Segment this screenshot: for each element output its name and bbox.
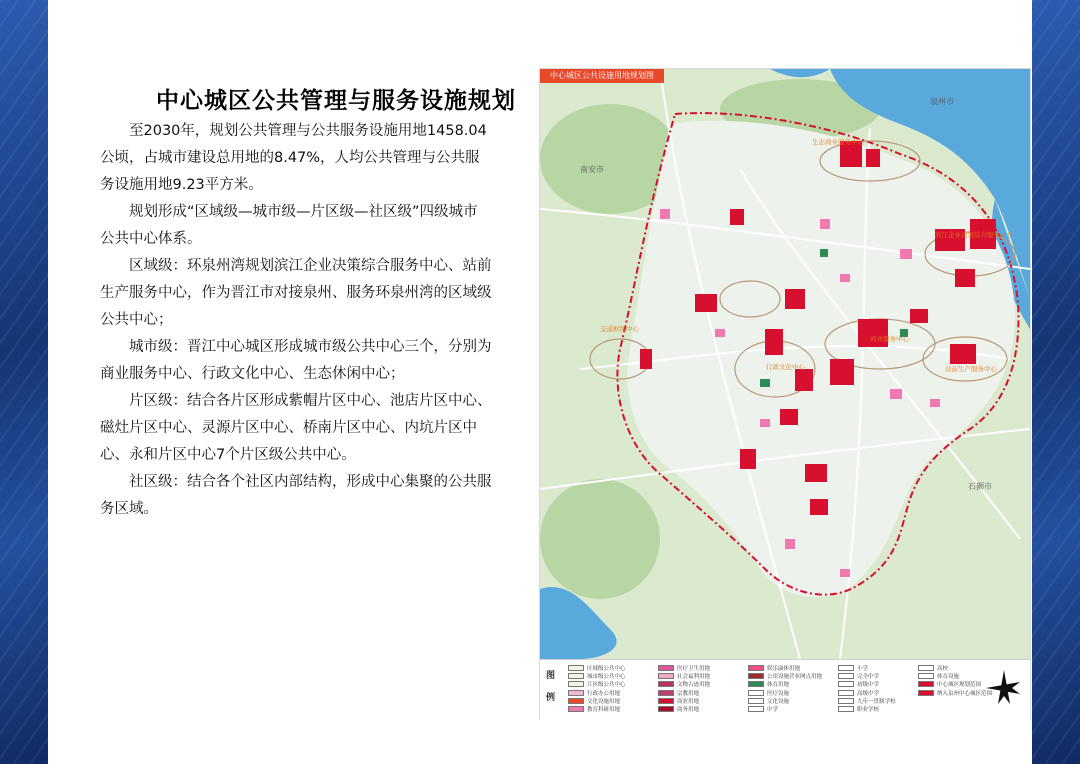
legend-swatch bbox=[748, 665, 764, 671]
legend-label: 医疗卫生用地 bbox=[677, 666, 711, 672]
legend-swatch bbox=[658, 673, 674, 679]
legend-item bbox=[748, 680, 789, 688]
legend-item bbox=[748, 705, 778, 713]
legend-item bbox=[838, 697, 896, 705]
paragraph: 片区级：结合各片区形成紫帽片区中心、池店片区中心、磁灶片区中心、灵源片区中心、桥南片区中心、内坑片区中心、永和片区中心7个片区级公共中心。 bbox=[100, 393, 492, 463]
paragraph: 规划形成“区域级—城市级—片区级—社区级”四级城市公共中心体系。 bbox=[100, 204, 478, 247]
legend-swatch bbox=[748, 706, 764, 712]
legend-swatch bbox=[658, 690, 674, 696]
legend-label: 高校 bbox=[937, 666, 949, 672]
legend-item bbox=[658, 672, 710, 680]
legend-swatch bbox=[748, 673, 764, 679]
legend-item bbox=[918, 680, 981, 688]
legend-label: 职业学校 bbox=[857, 707, 880, 713]
legend-label: 文化设施 bbox=[767, 698, 790, 705]
page-border-right bbox=[1032, 0, 1080, 764]
legend-label: 教育科研用地 bbox=[587, 707, 621, 713]
legend-title: 例 bbox=[546, 693, 556, 703]
legend-label: 医疗设施 bbox=[767, 690, 790, 697]
legend-swatch bbox=[748, 698, 764, 704]
legend-swatch bbox=[748, 690, 764, 696]
legend-item bbox=[918, 672, 959, 680]
legend-swatch bbox=[568, 706, 584, 712]
legend-label: 初级中学 bbox=[857, 682, 880, 689]
legend-label: 社会福利用地 bbox=[677, 674, 711, 681]
legend-swatch bbox=[918, 673, 934, 679]
legend-label: 体育设施 bbox=[937, 674, 960, 681]
paragraph: 区域级：环泉州湾规划滨江企业决策综合服务中心、站前生产服务中心，作为晋江市对接泉州、服务环泉州湾的区域级公共中心； bbox=[100, 258, 492, 328]
north-arrow-icon bbox=[984, 668, 1024, 708]
legend-label: 商业用地 bbox=[677, 698, 700, 705]
legend-swatch bbox=[838, 673, 854, 679]
legend-swatch bbox=[568, 673, 584, 679]
legend-swatch bbox=[568, 681, 584, 687]
legend-label: 城市级公共中心 bbox=[587, 674, 626, 681]
legend-label: 高级中学 bbox=[857, 690, 880, 697]
legend-label: 商务用地 bbox=[677, 707, 700, 713]
legend-item bbox=[568, 672, 626, 680]
map-legend bbox=[540, 659, 1030, 720]
legend-label: 体育用地 bbox=[767, 682, 790, 689]
center-label-business: 商业服务中心 bbox=[870, 335, 909, 343]
page-border-left bbox=[0, 0, 48, 764]
body-text bbox=[100, 118, 492, 523]
legend-label: 中学 bbox=[767, 707, 779, 713]
paragraph: 社区级：结合各个社区内部结构，形成中心集聚的公共服务区域。 bbox=[100, 474, 492, 517]
legend-item bbox=[748, 664, 800, 672]
map-hill bbox=[540, 479, 660, 599]
legend-label: 中心城区规划范围 bbox=[937, 682, 982, 689]
legend-item bbox=[748, 697, 789, 705]
legend-swatch bbox=[838, 665, 854, 671]
paragraph: 城市级：晋江中心城区形成城市级公共中心三个，分别为商业服务中心、行政文化中心、生态休闲中心； bbox=[100, 339, 492, 382]
legend-label: 文物古迹用地 bbox=[677, 682, 711, 689]
legend-item bbox=[748, 689, 789, 697]
legend-label: 娱乐康体用地 bbox=[767, 666, 801, 672]
legend-item bbox=[568, 697, 620, 705]
legend-item bbox=[658, 705, 699, 713]
center-label-ecology: 生态商业服务中心 bbox=[812, 138, 864, 146]
legend-swatch bbox=[838, 698, 854, 704]
center-label-station: 站前生产服务中心 bbox=[945, 365, 997, 373]
legend-label: 片区级公共中心 bbox=[587, 682, 626, 689]
legend-swatch bbox=[918, 681, 934, 687]
map-header: 中心城区公共设施用地规划图 bbox=[540, 69, 664, 83]
place-label-shishi: 石狮市 bbox=[968, 482, 992, 491]
legend-swatch bbox=[918, 690, 934, 696]
legend-item bbox=[838, 705, 879, 713]
page-title: 中心城区公共管理与服务设施规划 bbox=[156, 88, 516, 114]
legend-swatch bbox=[658, 665, 674, 671]
legend-item bbox=[748, 672, 822, 680]
legend-label: 区域级公共中心 bbox=[587, 666, 626, 672]
legend-item bbox=[838, 680, 879, 688]
center-label-transport: 交通枢纽中心 bbox=[600, 325, 639, 333]
map-canvas bbox=[540, 69, 1030, 659]
legend-item bbox=[918, 664, 948, 672]
legend-swatch bbox=[658, 681, 674, 687]
legend-label: 九年一贯制学校 bbox=[857, 698, 896, 705]
legend-item bbox=[568, 689, 620, 697]
legend-label: 文化设施用地 bbox=[587, 698, 621, 705]
legend-item bbox=[568, 705, 620, 713]
planning-map bbox=[539, 68, 1031, 720]
legend-item bbox=[838, 664, 868, 672]
legend-label: 完全中学 bbox=[857, 674, 880, 681]
legend-item bbox=[658, 680, 710, 688]
legend-swatch bbox=[568, 690, 584, 696]
legend-label: 公用设施营业网点用地 bbox=[767, 674, 823, 681]
legend-swatch bbox=[838, 706, 854, 712]
legend-swatch bbox=[838, 690, 854, 696]
legend-swatch bbox=[568, 665, 584, 671]
legend-item bbox=[838, 672, 879, 680]
legend-item bbox=[838, 689, 879, 697]
legend-label: 宗教用地 bbox=[677, 690, 700, 697]
legend-item bbox=[658, 697, 699, 705]
legend-swatch bbox=[838, 681, 854, 687]
legend-label: 行政办公用地 bbox=[587, 690, 621, 697]
legend-swatch bbox=[658, 706, 674, 712]
legend-swatch bbox=[918, 665, 934, 671]
legend-label: 纳入泉州中心城区范围 bbox=[937, 690, 993, 697]
legend-item bbox=[658, 664, 710, 672]
legend-item bbox=[568, 680, 626, 688]
place-label-quanzhou: 泉州市 bbox=[930, 97, 954, 106]
legend-item bbox=[918, 689, 992, 697]
document-sheet bbox=[48, 0, 1032, 764]
paragraph: 至2030年，规划公共管理与公共服务设施用地1458.04公顷，占城市建设总用地的8.47%，人均公共管理与公共服务设施用地9.23平方米。 bbox=[100, 123, 487, 193]
center-label-admin: 行政文化中心 bbox=[766, 363, 805, 371]
legend-item bbox=[568, 664, 626, 672]
center-label-binjiang: 滨江企业决策综合服务中心 bbox=[935, 231, 1013, 239]
legend-swatch bbox=[748, 681, 764, 687]
place-label-nanan: 南安市 bbox=[580, 165, 604, 174]
legend-swatch bbox=[568, 698, 584, 704]
legend-title: 图 bbox=[546, 671, 556, 681]
legend-label: 小学 bbox=[857, 666, 869, 672]
legend-item bbox=[658, 689, 699, 697]
legend-swatch bbox=[658, 698, 674, 704]
